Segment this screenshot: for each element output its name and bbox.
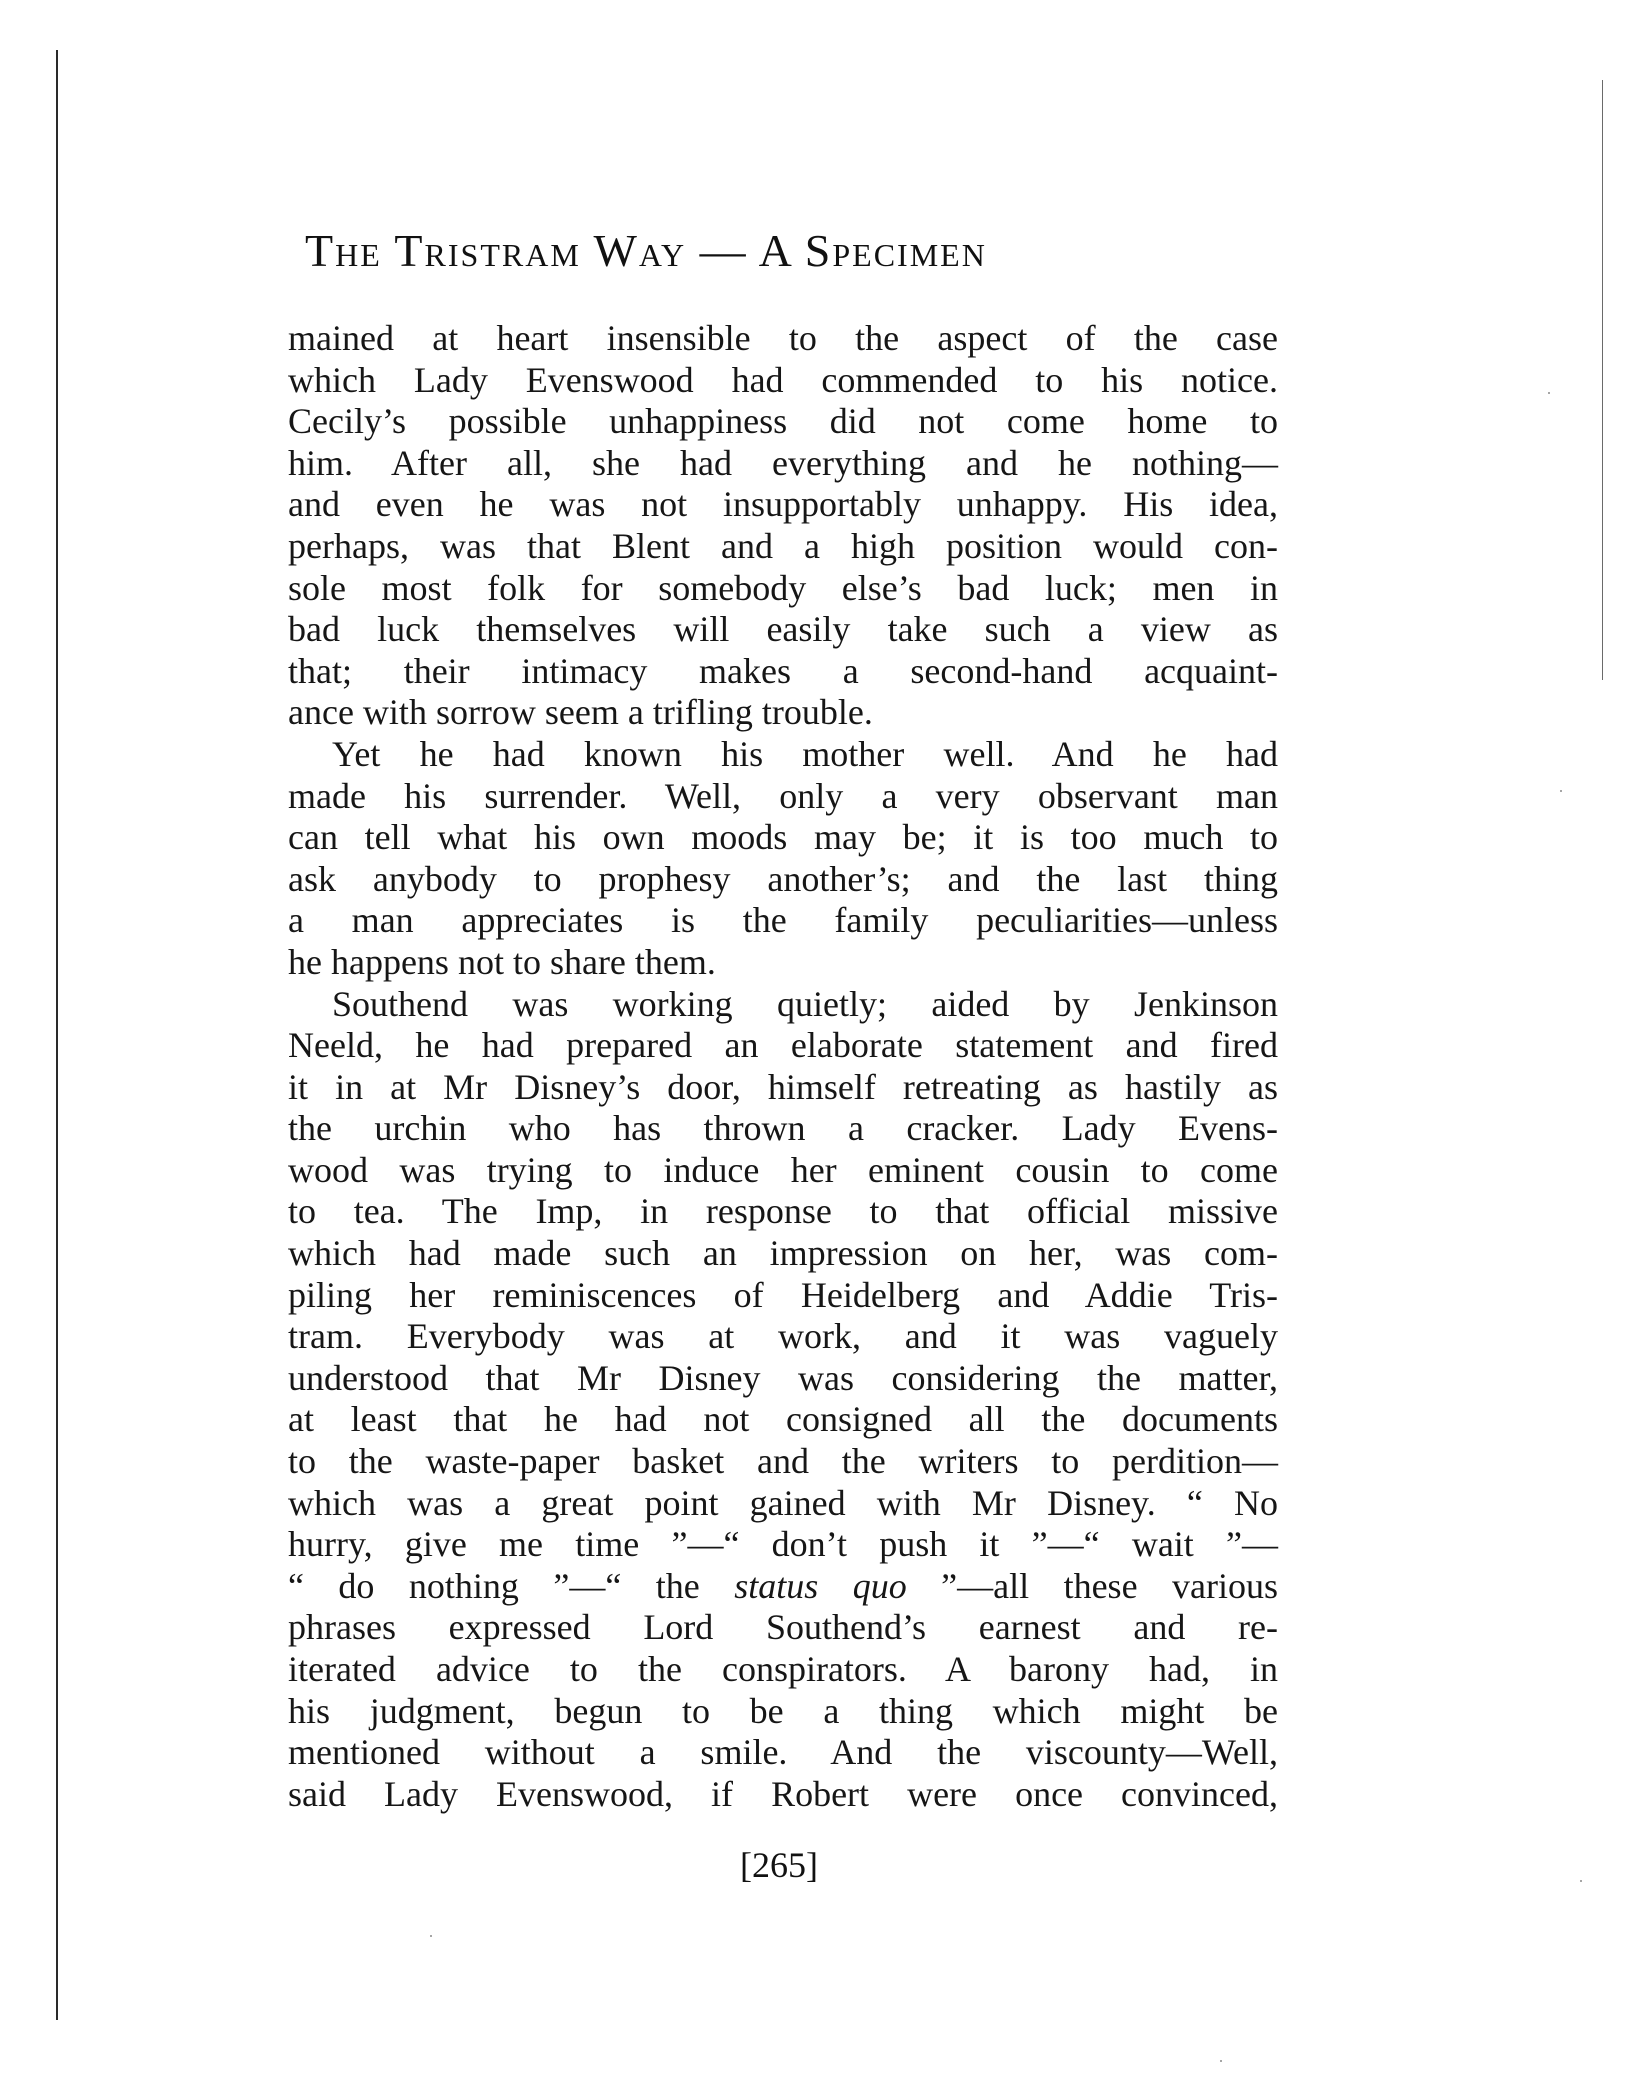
- text-line: wood was trying to induce her eminent cousin to come: [288, 1149, 1278, 1190]
- text-line: a man appreciates is the family peculiarities—unless: [288, 900, 1278, 941]
- text-line: iterated advice to the conspirators. A barony had, in: [288, 1649, 1278, 1689]
- body-text: [288, 318, 1278, 1815]
- text-line: ance with sorrow seem a trifling trouble.: [288, 692, 873, 733]
- text-line: piling her reminiscences of Heidelberg and Addie Tris-: [288, 1274, 1278, 1315]
- text-line: at least that he had not consigned all the documents: [288, 1399, 1278, 1440]
- text-line: mentioned without a smile. And the viscounty—Well,: [288, 1732, 1278, 1773]
- text-line: [288, 1566, 1278, 1608]
- text-line: Cecily’s possible unhappiness did not come home to: [288, 401, 1278, 442]
- text-line: to tea. The Imp, in response to that official missive: [288, 1191, 1278, 1232]
- text-segment: ”—all these various: [906, 1565, 1278, 1606]
- text-line: to the waste-paper basket and the writers to perdition—: [288, 1441, 1278, 1482]
- text-line: it in at Mr Disney’s door, himself retreating as hastily as: [288, 1066, 1278, 1107]
- text-line: he happens not to share them.: [288, 941, 716, 982]
- text-line: which was a great point gained with Mr Disney. “ No: [288, 1482, 1278, 1523]
- paper-speck: [430, 1935, 432, 1937]
- text-line: understood that Mr Disney was considering the matter,: [288, 1357, 1278, 1398]
- text-line: perhaps, was that Blent and a high position would con-: [288, 525, 1278, 566]
- text-line: his judgment, begun to be a thing which might be: [288, 1690, 1278, 1731]
- text-line: can tell what his own moods may be; it is too much to: [288, 817, 1278, 858]
- text-segment: “ do nothing ”—“ the: [288, 1565, 735, 1606]
- page-number: [265]: [740, 1845, 818, 1885]
- page-left-edge: [56, 50, 58, 2020]
- text-line: phrases expressed Lord Southend’s earnest and re-: [288, 1607, 1278, 1648]
- page-right-edge: [1602, 80, 1603, 680]
- text-line: ask anybody to prophesy another’s; and the last thing: [288, 858, 1278, 899]
- text-line: sole most folk for somebody else’s bad luck; men in: [288, 567, 1278, 608]
- paper-speck: [1548, 392, 1550, 394]
- text-line: hurry, give me time ”—“ don’t push it ”—“ wait ”—: [288, 1524, 1278, 1565]
- text-line: Yet he had known his mother well. And he had: [332, 733, 1278, 774]
- text-line: which Lady Evenswood had commended to his notice.: [288, 359, 1278, 400]
- paper-speck: [1580, 1880, 1582, 1882]
- paper-speck: [1220, 2060, 1222, 2062]
- text-line: mained at heart insensible to the aspect of the case: [288, 318, 1278, 358]
- text-line: him. After all, she had everything and he nothing—: [288, 442, 1278, 483]
- text-line: Neeld, he had prepared an elaborate statement and fired: [288, 1025, 1278, 1066]
- text-line: and even he was not insupportably unhappy. His idea,: [288, 484, 1278, 525]
- text-line: Southend was working quietly; aided by Jenkinson: [332, 983, 1278, 1024]
- text-line: the urchin who has thrown a cracker. Lady Evens-: [288, 1108, 1278, 1149]
- text-line: made his surrender. Well, only a very observant man: [288, 775, 1278, 816]
- text-line: which had made such an impression on her, was com-: [288, 1233, 1278, 1274]
- italic-phrase: status quo: [734, 1565, 907, 1606]
- text-line: tram. Everybody was at work, and it was vaguely: [288, 1316, 1278, 1357]
- text-line: that; their intimacy makes a second-hand acquaint-: [288, 650, 1278, 691]
- text-line: said Lady Evenswood, if Robert were once convinced,: [288, 1773, 1278, 1814]
- running-head: The Tristram Way — A Specimen: [305, 225, 987, 276]
- paper-speck: [1560, 790, 1562, 792]
- text-line: bad luck themselves will easily take such a view as: [288, 609, 1278, 650]
